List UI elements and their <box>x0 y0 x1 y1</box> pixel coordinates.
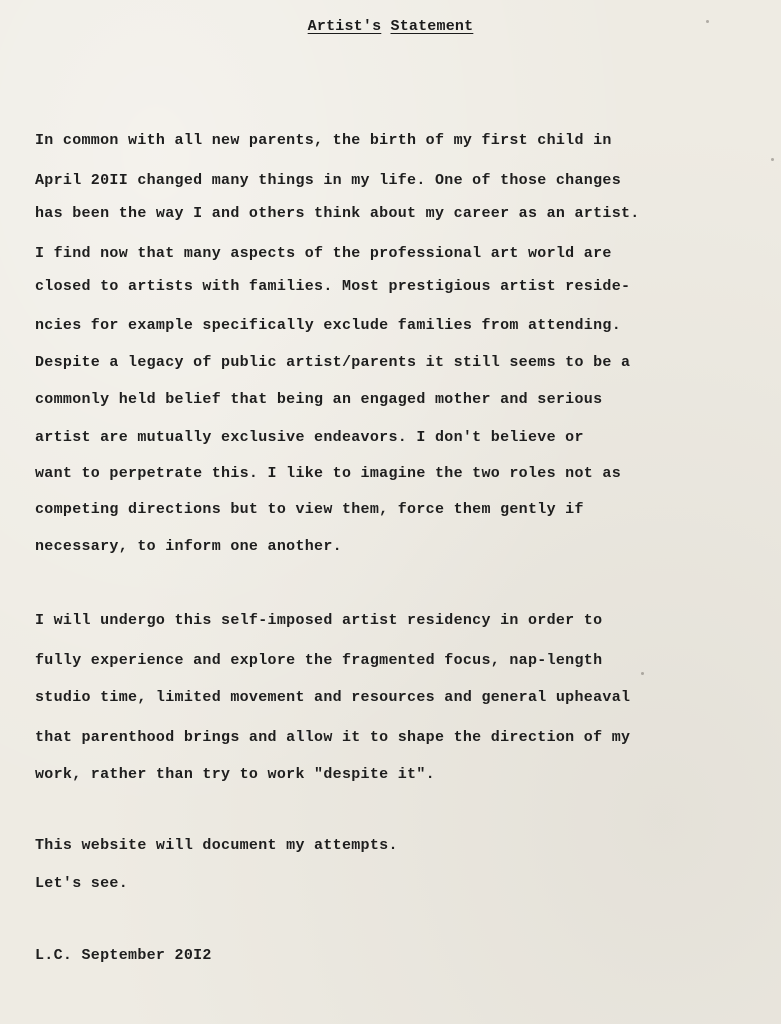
text-line: April 20II changed many things in my life. One of those changes <box>35 172 621 189</box>
paper-speck <box>641 672 644 675</box>
text-line: necessary, to inform one another. <box>35 538 342 555</box>
text-line: I find now that many aspects of the professional art world are <box>35 245 612 262</box>
text-line: Despite a legacy of public artist/parents it still seems to be a <box>35 354 631 371</box>
document-title <box>0 18 781 35</box>
text-line: ncies for example specifically exclude families from attending. <box>35 317 621 334</box>
text-line: that parenthood brings and allow it to shape the direction of my <box>35 729 631 746</box>
signature-line: L.C. September 20I2 <box>35 947 212 964</box>
text-line: studio time, limited movement and resources and general upheaval <box>35 689 631 706</box>
paper-speck <box>706 20 709 23</box>
text-line: In common with all new parents, the birth of my first child in <box>35 132 612 149</box>
text-line: work, rather than try to work "despite it". <box>35 766 435 783</box>
title-word-statement: Statement <box>390 18 474 35</box>
text-line: I will undergo this self-imposed artist residency in order to <box>35 612 603 629</box>
text-line: has been the way I and others think about my career as an artist. <box>35 205 640 222</box>
text-line: competing directions but to view them, force them gently if <box>35 501 584 518</box>
title-word-artists: Artist's <box>307 18 382 35</box>
text-line: artist are mutually exclusive endeavors. I don't believe or <box>35 429 584 446</box>
text-line: fully experience and explore the fragmented focus, nap-length <box>35 652 603 669</box>
paper-speck <box>771 158 774 161</box>
text-line: Let's see. <box>35 875 129 892</box>
text-line: want to perpetrate this. I like to imagine the two roles not as <box>35 465 621 482</box>
text-line: closed to artists with families. Most prestigious artist reside- <box>35 278 631 295</box>
text-line: This website will document my attempts. <box>35 837 398 854</box>
text-line: commonly held belief that being an engaged mother and serious <box>35 391 603 408</box>
